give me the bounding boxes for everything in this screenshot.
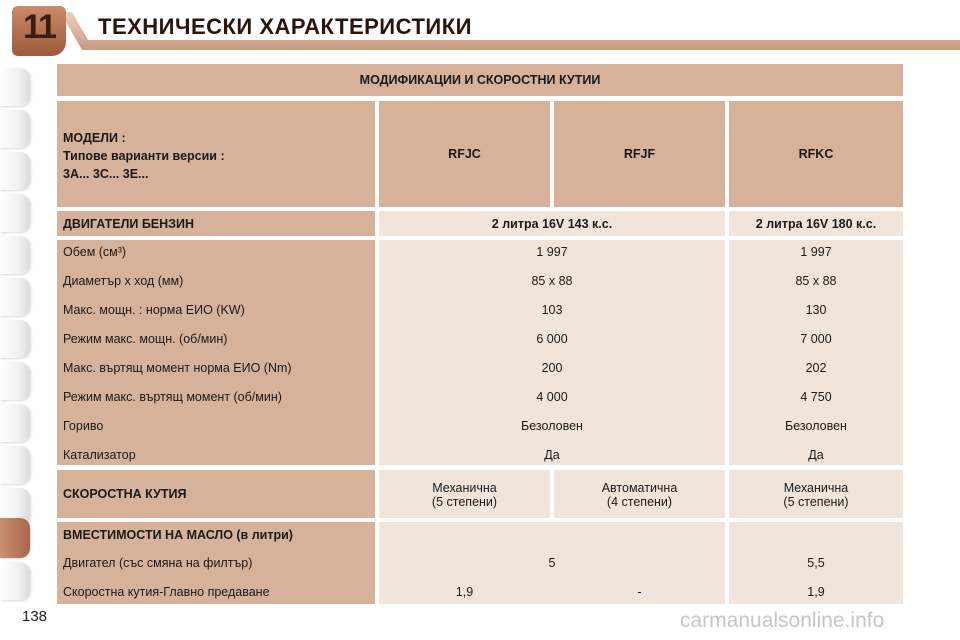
oil-gearbox-v1: 1,9 [455,585,474,599]
spec-v1-1: 85 x 88 [531,274,573,288]
engine-2 [729,211,903,236]
engine-1-text: 2 литра 16V 143 к.с. [491,216,613,231]
side-tab-2[interactable] [0,110,30,148]
side-tab-7[interactable] [0,320,30,358]
spec-v1-3: 6 000 [536,332,568,346]
gearbox-col1-line2: (5 степени) [431,495,498,509]
engine-2-text: 2 литра 16V 180 к.с. [755,216,877,231]
engines-label-text: ДВИГАТЕЛИ БЕНЗИН [63,216,195,231]
page-number: 138 [22,608,48,625]
side-tab-6[interactable] [0,278,30,316]
oil-gearbox-label: Скоростна кутия-Главно предаване [63,585,270,599]
spec-v2-0: 1 997 [800,245,832,259]
spec-v1-6: Безоловен [521,419,583,433]
spec-v2-2: 130 [805,303,827,317]
spec-label-1: Диаметър x ход (мм) [63,274,184,288]
engines-label [57,211,375,236]
spec-label-3: Режим макс. мощн. (об/мин) [63,332,228,346]
side-tab-5[interactable] [0,236,30,274]
model-code-3 [729,101,903,207]
spec-v1-4: 200 [541,361,563,375]
side-tab-8[interactable] [0,362,30,400]
spec-label-0: Обем (см³) [63,245,127,259]
oil-label: ВМЕСТИМОСТИ НА МАСЛО (в литри) [63,528,293,542]
side-tab-1[interactable] [0,68,30,106]
model-code-3-text: RFKC [798,147,834,161]
spec-v1-7: Да [544,448,560,462]
side-tab-9[interactable] [0,404,30,442]
gearbox-label-text: СКОРОСТНА КУТИЯ [63,487,187,501]
spec-v2-3: 7 000 [800,332,832,346]
spec-label-4: Макс. въртящ момент норма ЕИО (Nm) [63,361,292,375]
model-code-2 [554,101,725,207]
gearbox-col1 [379,470,550,518]
gearbox-label [57,470,375,518]
section-title-text: МОДИФИКАЦИИ И СКОРОСТНИ КУТИИ [359,73,601,87]
side-tab-12-active[interactable] [0,518,30,558]
gearbox-col2-line2: (4 степени) [606,495,673,509]
oil-gearbox-v3: 1,9 [807,585,825,599]
models-label-line2: Типове варианти версии : [63,149,225,163]
oil-engine-v12: 5 [548,556,556,570]
side-tab-4[interactable] [0,194,30,232]
model-code-2-text: RFJF [623,147,656,161]
oil-gearbox-v2: - [637,585,642,599]
gearbox-col3 [729,470,903,518]
gearbox-col2 [554,470,725,518]
gearbox-col3-line2: (5 степени) [783,495,849,509]
models-label-cell [57,101,375,207]
oil-engine-label: Двигател (със смяна на филтър) [63,556,253,570]
model-code-1-text: RFJC [448,147,481,161]
spec-v2-4: 202 [805,361,827,375]
section-title [57,64,903,96]
model-code-1 [379,101,550,207]
spec-v1-5: 4 000 [536,390,568,404]
spec-v2-6: Безоловен [785,419,847,433]
gearbox-col3-line1: Механична [783,481,849,495]
chapter-number: 11 [23,8,55,46]
side-tab-3[interactable] [0,152,30,190]
models-label-line1: МОДЕЛИ : [63,131,126,145]
engine-1 [379,211,725,236]
spec-label-5: Режим макс. въртящ момент (об/мин) [63,390,282,404]
page-title: ТЕХНИЧЕСКИ ХАРАКТЕРИСТИКИ [98,14,472,39]
spec-v1-0: 1 997 [536,245,568,259]
watermark: carmanualsonline.info [680,609,885,632]
spec-label-6: Гориво [63,419,104,433]
spec-label-7: Катализатор [63,448,136,462]
spec-v1-2: 103 [541,303,563,317]
side-tab-10[interactable] [0,446,30,484]
oil-engine-v3: 5,5 [807,556,825,570]
gearbox-col1-line1: Механична [432,481,497,495]
spec-v2-7: Да [808,448,824,462]
spec-v2-1: 85 x 88 [795,274,837,288]
gearbox-col2-line1: Автоматична [601,481,678,495]
spec-label-2: Макс. мощн. : норма ЕИО (KW) [63,303,245,317]
models-label-line3: 3A... 3C... 3E... [63,167,149,181]
spec-v2-5: 4 750 [800,390,832,404]
side-tab-13[interactable] [0,562,30,600]
